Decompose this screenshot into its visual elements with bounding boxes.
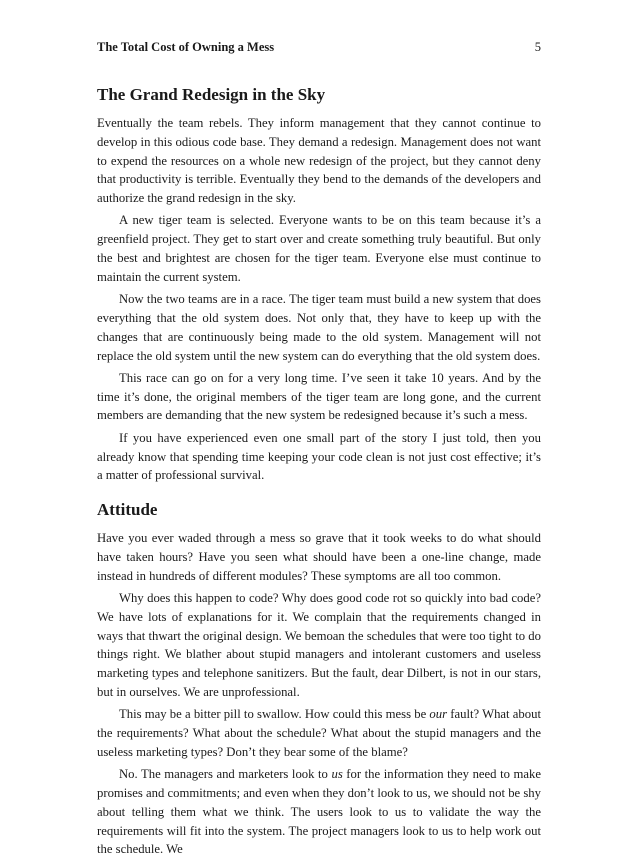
page-number: 5 [534,40,541,54]
section-heading-grand-redesign: The Grand Redesign in the Sky [97,85,326,104]
emphasis: our [429,707,448,722]
text-run: for the information they need to make promises and commitments; and even when they don’t look to us, we should not be shy about telling them what we think. The users look to us to validate the way the requirements will fit into the system. The project managers look to us to help work out the schedule. We [97,767,541,857]
emphasis: us [331,767,343,782]
paragraph [97,765,541,859]
paragraph: A new tiger team is selected. Everyone wants to be on this team because it’s a greenfield project. They get to start over and create something truly beautiful. But only the best and brightest are chosen for the tiger team. Everyone else must continue to maintain the current system. [97,213,541,284]
paragraph: Have you ever waded through a mess so grave that it took weeks to do what should have taken hours? Have you seen what should have been a one-line change, made instead in hundreds of different modules? These symptoms are all too common. [97,531,541,583]
text-run: fault? What about the requirements? What about the schedule? What about the stupid managers and the useless marketing types? Don’t they bear some of the blame? [97,707,541,759]
paragraph: This race can go on for a very long time. I’ve seen it take 10 years. And by the time it’s done, the original members of the tiger team are long gone, and the current members are demanding that the new system be redesigned because it’s such a mess. [97,370,541,423]
paragraph: Now the two teams are in a race. The tiger team must build a new system that does everything that the old system does. Not only that, they have to keep up with the changes that are continuously being made to the old system. Management will not replace the old system until the new system can do everything that the old system does. [97,292,541,363]
section-heading-attitude: Attitude [97,500,158,520]
text-run: This may be a bitter pill to swallow. How could this mess be [119,707,430,722]
paragraph [97,705,541,761]
running-title: The Total Cost of Owning a Mess [97,40,275,54]
paragraph: If you have experienced even one small part of the story I just told, then you already know that spending time keeping your code clean is not just cost effective; it’s a matter of professional survival. [97,430,541,483]
body-text [97,84,541,859]
running-header [97,40,541,55]
text-run: No. The managers and marketers look to [119,767,332,782]
paragraph: Eventually the team rebels. They inform management that they cannot continue to develop in this odious code base. They demand a redesign. Management does not want to expend the resources on a whole new redesign of the project, but they cannot deny that productivity is terrible. Eventually they bend to the demands of the developers and authorize the grand redesign in the sky. [97,116,541,206]
paragraph: Why does this happen to code? Why does good code rot so quickly into bad code? We have lots of explanations for it. We complain that the requirements changed in ways that thwart the original design. We bemoan the schedules that were too tight to do things right. We blather about stupid managers and intolerant customers and useless marketing types and telephone sanitizers. But the fault, dear Dilbert, is not in our stars, but in ourselves. We are unprofessional. [97,591,541,700]
section-spacer [97,485,541,499]
